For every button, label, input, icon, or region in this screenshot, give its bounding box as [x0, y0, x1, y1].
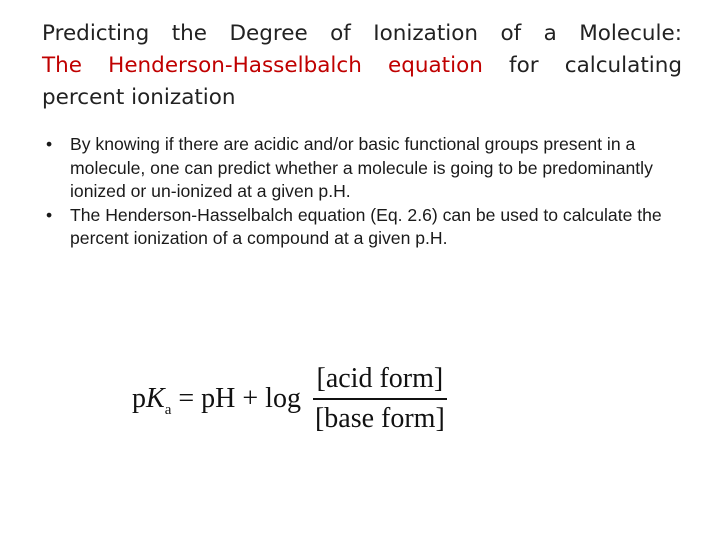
title-line-2-rest: for calculating — [482, 53, 682, 78]
bullet-marker: • — [46, 134, 53, 154]
title-line-2 — [42, 50, 682, 82]
bullet-item — [46, 204, 676, 251]
title-line-3: percent ionization — [42, 85, 236, 110]
bullet-marker: • — [46, 204, 53, 225]
henderson-hasselbalch-equation — [132, 361, 447, 437]
bullet-list — [46, 133, 676, 251]
bullet-item — [46, 133, 676, 204]
bullet-text: By knowing if there are acidic and/or basic functional groups present in a molecule, one can predict whether a molecule is going to be predominantly ionized or un-ionized at a given p.H. — [70, 134, 653, 201]
equation-middle: = pH + log — [171, 383, 301, 414]
slide-title — [42, 18, 682, 114]
bullet-text: The Henderson-Hasselbalch equation (Eq. 2.6) can be used to calculate the percent ionization of a compound at a given p.H. — [70, 204, 662, 248]
equation-lhs — [132, 383, 301, 418]
equation-fraction — [313, 363, 447, 435]
equation-numerator: [acid form] — [316, 363, 444, 394]
title-highlight: The Henderson-Hasselbalch equation — [42, 53, 483, 78]
equation-subscript: a — [164, 402, 172, 418]
title-line-1: Predicting the Degree of Ionization of a Molecule: — [42, 21, 682, 46]
equation-p: p — [132, 383, 146, 414]
equation-k: K — [146, 383, 165, 414]
equation-denominator: [base form] — [314, 403, 445, 434]
